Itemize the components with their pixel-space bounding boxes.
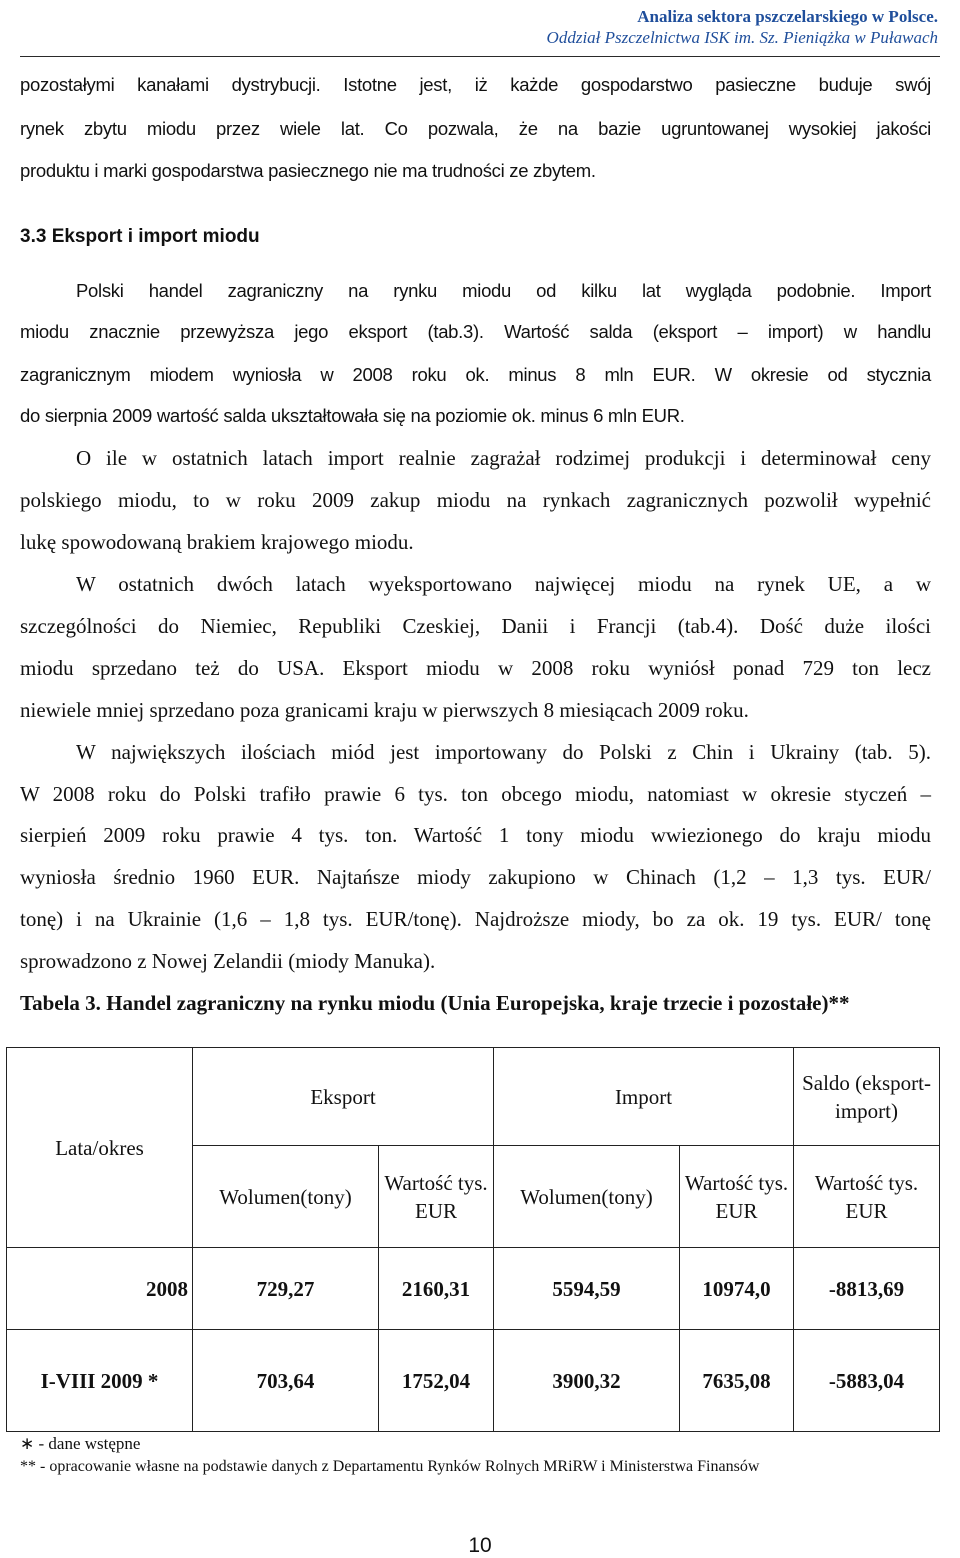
subheader-export-value: Wartość tys. EUR bbox=[379, 1146, 494, 1248]
paragraph-line: sierpień 2009 roku prawie 4 tys. ton. Wartość 1 tony miodu wwiezionego do kraju miodu bbox=[20, 823, 931, 847]
paragraph-line: W największych ilościach miód jest importowany do Polski z Chin i Ukrainy (tab. 5). bbox=[76, 740, 931, 764]
header-import: Import bbox=[494, 1048, 794, 1146]
cell-import-volume: 3900,32 bbox=[494, 1330, 680, 1432]
table-row bbox=[7, 1330, 940, 1432]
paragraph-line: do sierpnia 2009 wartość salda ukształtowała się na poziomie ok. minus 6 mln EUR. bbox=[20, 405, 685, 426]
intro-line: pozostałymi kanałami dystrybucji. Istotne jest, iż każde gospodarstwo pasieczne buduje swój bbox=[20, 74, 931, 95]
paragraph-line: niewiele mniej sprzedano poza granicami kraju w pierwszych 8 miesiącach 2009 roku. bbox=[20, 698, 749, 722]
paragraph-line: Polski handel zagraniczny na rynku miodu od kilku lat wygląda podobnie. Import bbox=[76, 280, 931, 301]
cell-export-volume: 729,27 bbox=[193, 1248, 379, 1330]
header-export: Eksport bbox=[193, 1048, 494, 1146]
header-subtitle: Oddział Pszczelnictwa ISK im. Sz. Pieniążka w Puławach bbox=[546, 28, 938, 47]
header-divider bbox=[20, 56, 940, 57]
paragraph-line: W ostatnich dwóch latach wyeksportowano najwięcej miodu na rynek UE, a w bbox=[76, 572, 931, 596]
subheader-saldo-value: Wartość tys. EUR bbox=[794, 1146, 940, 1248]
paragraph-line: W 2008 roku do Polski trafiło prawie 6 tys. ton obcego miodu, natomiast w okresie styczeń – bbox=[20, 782, 931, 806]
paragraph-line: szczególności do Niemiec, Republiki Czeskiej, Danii i Francji (tab.4). Dość duże ilości bbox=[20, 614, 931, 638]
paragraph-line: sprowadzono z Nowej Zelandii (miody Manuka). bbox=[20, 949, 436, 973]
subheader-import-volume: Wolumen(tony) bbox=[494, 1146, 680, 1248]
intro-line: rynek zbytu miodu przez wiele lat. Co pozwala, że na bazie ugruntowanej wysokiej jakości bbox=[20, 118, 931, 139]
paragraph-line: miodu sprzedano też do USA. Eksport miodu w 2008 roku wyniósł ponad 729 ton lecz bbox=[20, 656, 931, 680]
header-saldo: Saldo (eksport-import) bbox=[794, 1048, 940, 1146]
subheader-import-value: Wartość tys. EUR bbox=[680, 1146, 794, 1248]
paragraph-line: lukę spowodowaną brakiem krajowego miodu. bbox=[20, 530, 414, 554]
cell-export-value: 1752,04 bbox=[379, 1330, 494, 1432]
header-title: Analiza sektora pszczelarskiego w Polsce. bbox=[637, 7, 938, 26]
header-period: Lata/okres bbox=[7, 1048, 193, 1248]
cell-period: I-VIII 2009 * bbox=[7, 1330, 193, 1432]
paragraph-line: tonę) i na Ukrainie (1,6 – 1,8 tys. EUR/tonę). Najdroższe miody, bo za ok. 19 tys. EUR/ tonę bbox=[20, 907, 931, 931]
table-row bbox=[7, 1248, 940, 1330]
cell-saldo: -8813,69 bbox=[794, 1248, 940, 1330]
subheader-export-volume: Wolumen(tony) bbox=[193, 1146, 379, 1248]
cell-import-value: 10974,0 bbox=[680, 1248, 794, 1330]
paragraph-line: wyniosła średnio 1960 EUR. Najtańsze miody zakupiono w Chinach (1,2 – 1,3 tys. EUR/ bbox=[20, 865, 931, 889]
cell-saldo: -5883,04 bbox=[794, 1330, 940, 1432]
paragraph-line: miodu znacznie przewyższa jego eksport (tab.3). Wartość salda (eksport – import) w handlu bbox=[20, 321, 931, 342]
page-number: 10 bbox=[468, 1534, 492, 1557]
intro-line: produktu i marki gospodarstwa pasiecznego nie ma trudności ze zbytem. bbox=[20, 160, 596, 181]
footnote-preliminary: ∗ - dane wstępne bbox=[20, 1434, 141, 1453]
cell-period: 2008 bbox=[7, 1248, 193, 1330]
cell-import-volume: 5594,59 bbox=[494, 1248, 680, 1330]
table-caption: Tabela 3. Handel zagraniczny na rynku miodu (Unia Europejska, kraje trzecie i pozostałe)** bbox=[20, 991, 850, 1015]
paragraph-line: zagranicznym miodem wyniosła w 2008 roku ok. minus 8 mln EUR. W okresie od stycznia bbox=[20, 364, 931, 385]
paragraph-line: polskiego miodu, to w roku 2009 zakup miodu na rynkach zagranicznych pozwolił wypełnić bbox=[20, 488, 931, 512]
section-heading: 3.3 Eksport i import miodu bbox=[20, 226, 260, 247]
cell-import-value: 7635,08 bbox=[680, 1330, 794, 1432]
paragraph-line: O ile w ostatnich latach import realnie zagrażał rodzimej produkcji i determinował ceny bbox=[76, 446, 931, 470]
cell-export-value: 2160,31 bbox=[379, 1248, 494, 1330]
footnote-source: ** - opracowanie własne na podstawie danych z Departamentu Rynków Rolnych MRiRW i Ministerstwa Finansów bbox=[20, 1458, 760, 1475]
cell-export-volume: 703,64 bbox=[193, 1330, 379, 1432]
page-header bbox=[547, 6, 938, 48]
trade-table bbox=[6, 1047, 940, 1432]
